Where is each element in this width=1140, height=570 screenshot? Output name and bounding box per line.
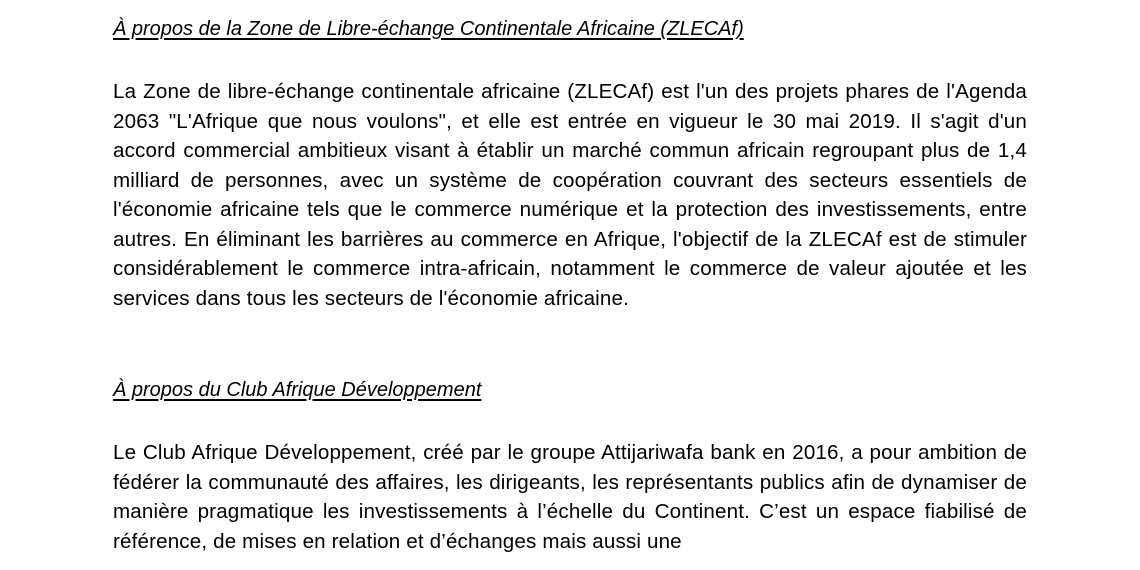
- spacer: [113, 313, 1027, 375]
- section-heading-zlecaf: À propos de la Zone de Libre-échange Continentale Africaine (ZLECAf): [113, 18, 744, 40]
- spacer: [113, 405, 1027, 438]
- section-body-club-afrique: Le Club Afrique Développement, créé par le groupe Attijariwafa bank en 2016, a pour ambition de fédérer la communauté des affaires, les dirigeants, les représentants publics afin de dynamiser de manière pragmatique les investissements à l’échelle du Continent. C’est un espace fiabilisé de référence, de mises en relation et d’échanges mais aussi une: [113, 441, 1027, 553]
- spacer: [113, 44, 1027, 77]
- section-body-zlecaf: La Zone de libre-échange continentale africaine (ZLECAf) est l'un des projets phares de l'Agenda 2063 "L'Afrique que nous voulons", et elle est entrée en vigueur le 30 mai 2019. Il s'agit d'un accord commercial ambitieux visant à établir un marché commun africain regroupant plus de 1,4 milliard de personnes, avec un système de coopération couvrant des secteurs essentiels de l'économie africaine tels que le commerce numérique et la protection des investissements, entre autres. En éliminant les barrières au commerce en Afrique, l'objectif de la ZLECAf est de stimuler considérablement le commerce intra-africain, notamment le commerce de valeur ajoutée et les services dans tous les secteurs de l'économie africaine.: [113, 80, 1027, 310]
- section-heading-club-afrique: À propos du Club Afrique Développement: [113, 379, 482, 401]
- document-content: [113, 14, 1027, 556]
